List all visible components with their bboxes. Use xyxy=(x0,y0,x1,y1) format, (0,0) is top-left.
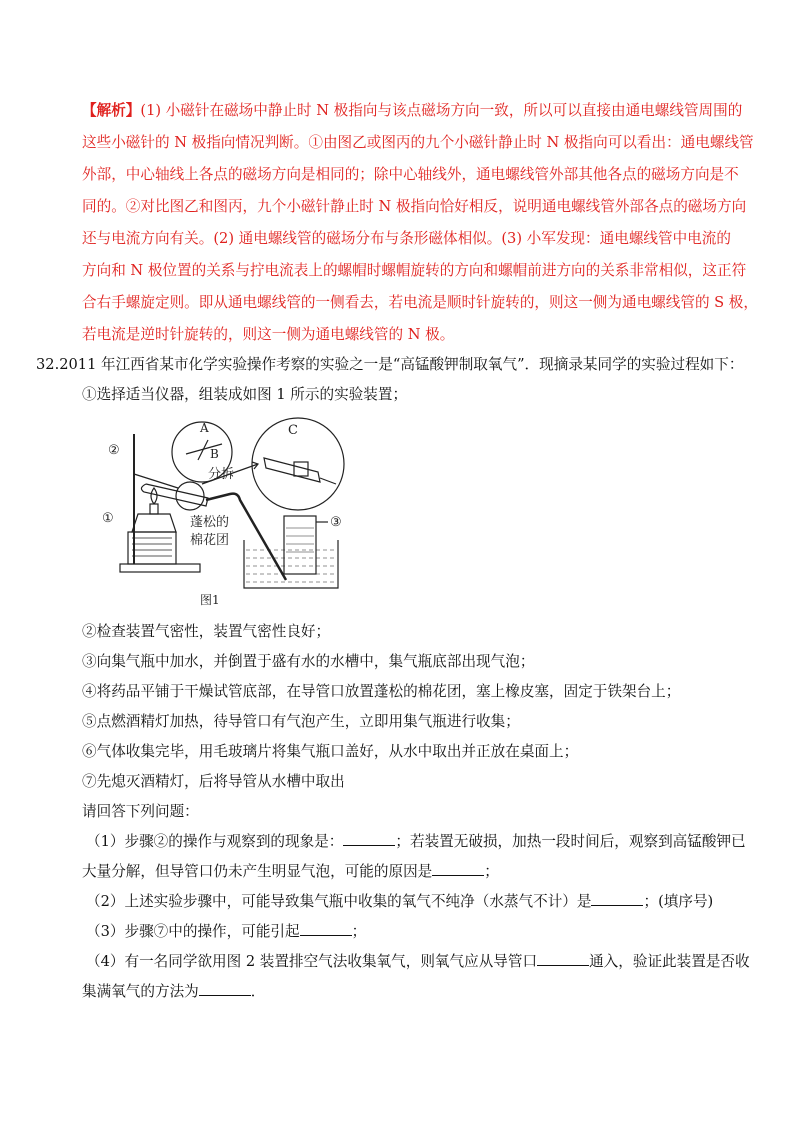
answer-prompt: 请回答下列问题： xyxy=(82,803,199,820)
figure-caption: 图1 xyxy=(200,593,220,607)
subquestion-3: （3）步骤⑦中的操作，可能引起 ； xyxy=(86,923,367,940)
question-step-1: ①选择适当仪器，组装成如图 1 所示的实验装置； xyxy=(82,386,408,403)
label-2: ② xyxy=(108,443,120,458)
step-2: ②检查装置气密性，装置气密性良好； xyxy=(82,623,331,640)
step-3: ③向集气瓶中加水，并倒置于盛有水的水槽中，集气瓶底部出现气泡； xyxy=(82,653,535,670)
lamp-flame xyxy=(151,488,157,504)
magnifier-c-tube xyxy=(264,458,320,482)
subquestion-2: （2）上述实验步骤中，可能导致集气瓶中收集的氧气不纯净（水蒸气不计）是 ；(填序号) xyxy=(86,893,714,910)
subquestion-4-line-1: （4）有一名同学欲用图 2 装置排空气法收集氧气，则氧气应从导管口 通入，验证此装置是否收 xyxy=(86,953,750,970)
answer-blank-2[interactable] xyxy=(432,861,484,876)
subquestion-1-line-1: （1）步骤②的操作与观察到的现象是： ；若装置无破损，加热一段时间后，观察到高锰酸钾已 xyxy=(86,833,746,850)
label-cotton-1: 蓬松的 xyxy=(190,515,230,530)
step-7: ⑦先熄灭酒精灯，后将导管从水槽中取出 xyxy=(82,773,345,790)
answer-blank-3[interactable] xyxy=(591,891,643,906)
bottle-water xyxy=(286,528,314,552)
lamp-wick-holder xyxy=(150,504,158,514)
question-32 xyxy=(36,350,756,410)
answer-blank-6[interactable] xyxy=(199,981,251,996)
analysis-section xyxy=(82,95,758,351)
wooden-block xyxy=(128,532,176,564)
subquestion-4-line-2: 集满氧气的方法为 ． xyxy=(82,983,266,1000)
question-stem: 32.2011 年江西省某市化学实验操作考察的实验之一是“高锰酸钾制取氧气”．现摘录某同学的实验过程如下： xyxy=(36,356,744,373)
label-cotton-2: 棉花团 xyxy=(190,533,230,548)
step-4: ④将药品平铺于干燥试管底部，在导管口放置蓬松的棉花团，塞上橡皮塞，固定于铁架台上； xyxy=(82,683,681,700)
answer-blank-5[interactable] xyxy=(537,951,589,966)
stand-base xyxy=(120,564,200,572)
procedure-steps xyxy=(82,617,762,1007)
step-6: ⑥气体收集完毕，用毛玻璃片将集气瓶口盖好，从水中取出并正放在桌面上； xyxy=(82,743,579,760)
analysis-line-2: 这些小磁针的 N 极指向情况判断。①由图乙或图丙的九个小磁针静止时 N 极指向可以看出：通电螺线管 xyxy=(82,134,754,151)
water-trough xyxy=(244,540,338,588)
figure-1-apparatus xyxy=(98,404,370,610)
answer-blank-4[interactable] xyxy=(300,921,352,936)
label-split: 分拆 xyxy=(208,467,235,482)
analysis-line-7: 合右手螺旋定则。即从通电螺线管的一侧看去，若电流是顺时针旋转的，则这一侧为通电螺线管的 S 极， xyxy=(82,294,758,311)
label-a: A xyxy=(200,421,209,435)
magnifier-c-pipe xyxy=(320,478,336,484)
analysis-tag: 【解析】 xyxy=(82,102,141,119)
wood-grain xyxy=(132,538,172,556)
label-3: ③ xyxy=(330,515,342,530)
subquestion-1-line-2: 大量分解，但导管口仍未产生明显气泡，可能的原因是 ； xyxy=(82,863,499,880)
analysis-line-4: 同的。②对比图乙和图丙，九个小磁针静止时 N 极指向恰好相反，说明通电螺线管外部各点的磁场方向 xyxy=(82,198,747,215)
gas-collecting-bottle xyxy=(284,516,316,574)
trough-water xyxy=(246,550,336,582)
analysis-line-8: 若电流是逆时针旋转的，则这一侧为通电螺线管的 N 极。 xyxy=(82,326,455,343)
analysis-line-3: 外部，中心轴线上各点的磁场方向是相同的；除中心轴线外，通电螺线管外部其他各点的磁场方向是不 xyxy=(82,166,739,183)
apparatus-diagram xyxy=(98,404,370,610)
label-1: ① xyxy=(102,511,114,526)
label-b: B xyxy=(210,447,219,461)
label-c: C xyxy=(288,423,298,438)
answer-blank-1[interactable] xyxy=(343,831,395,846)
analysis-line-5: 还与电流方向有关。(2) 通电螺线管的磁场分布与条形磁体相似。(3) 小军发现：通电螺线管中电流的 xyxy=(82,230,731,247)
analysis-line-1: 【解析】(1) 小磁针在磁场中静止时 N 极指向与该点磁场方向一致，所以可以直接由通电螺线管周围的 xyxy=(82,102,743,119)
step-5: ⑤点燃酒精灯加热，待导管口有气泡产生，立即用集气瓶进行收集； xyxy=(82,713,520,730)
alcohol-lamp xyxy=(132,514,176,532)
analysis-line-6: 方向和 N 极位置的关系与拧电流表上的螺帽时螺帽旋转的方向和螺帽前进方向的关系非常相似，这正符 xyxy=(82,262,747,279)
